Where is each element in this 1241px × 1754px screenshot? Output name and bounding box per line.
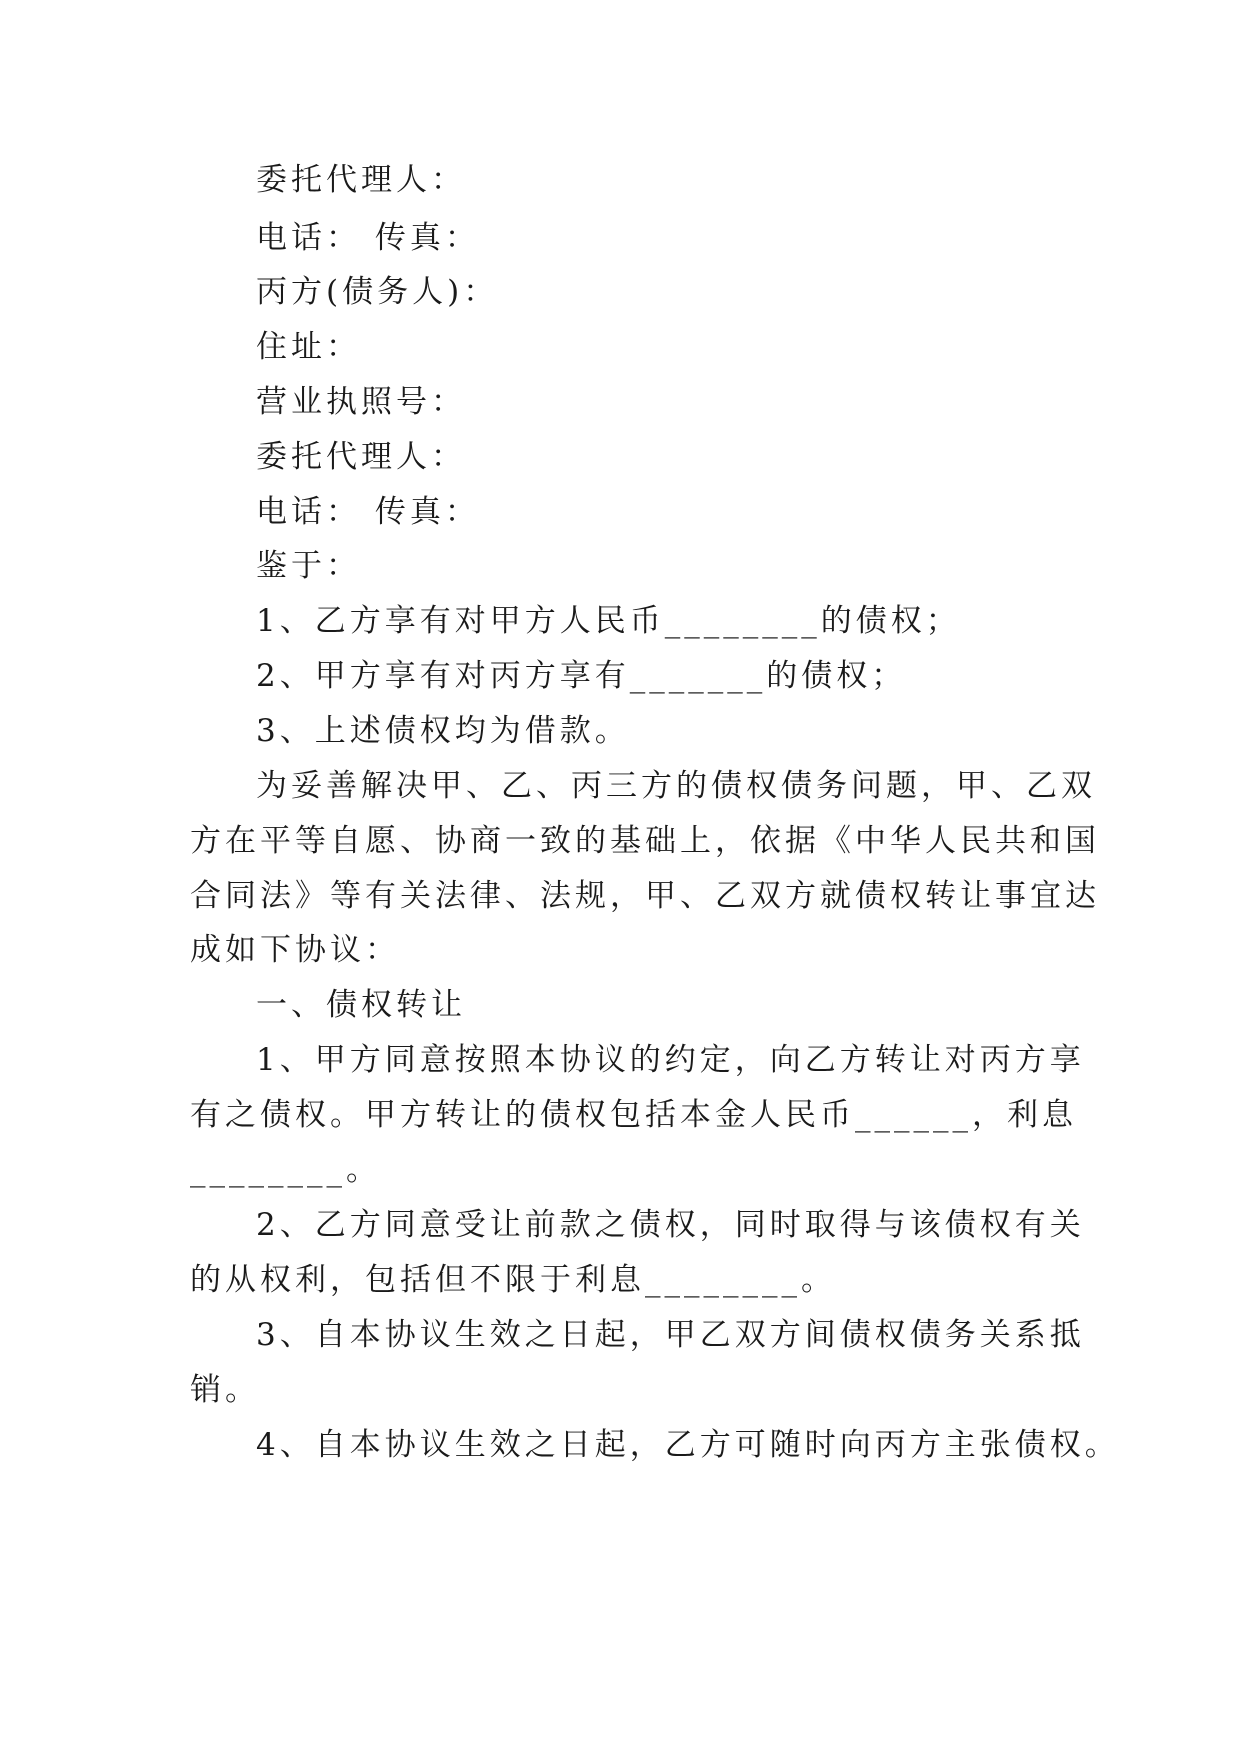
text-line: 2、甲方享有对丙方享有_______的债权； [256, 658, 907, 694]
text-line: 电话： 传真： [256, 220, 480, 256]
text-line: 有之债权。甲方转让的债权包括本金人民币______，利息 [190, 1097, 1077, 1133]
text-line: 住址： [256, 329, 361, 365]
text-line: 3、上述债权均为借款。 [256, 713, 630, 749]
text-line: 合同法》等有关法律、法规，甲、乙双方就债权转让事宜达 [190, 878, 1100, 914]
text-line: 方在平等自愿、协商一致的基础上，依据《中华人民共和国 [190, 823, 1100, 859]
text-line: 的从权利，包括但不限于利息________。 [190, 1262, 836, 1298]
text-line: 营业执照号： [256, 384, 466, 420]
text-line: 为妥善解决甲、乙、丙三方的债权债务问题，甲、乙双 [256, 768, 1096, 804]
text-line: 1、乙方享有对甲方人民币________的债权； [256, 603, 961, 639]
text-line: 委托代理人： [256, 439, 466, 475]
text-line: 鉴于： [256, 548, 361, 584]
text-line: 成如下协议： [190, 932, 400, 968]
text-line: 3、自本协议生效之日起，甲乙双方间债权债务关系抵 [256, 1317, 1085, 1353]
text-line: 2、乙方同意受让前款之债权，同时取得与该债权有关 [256, 1207, 1085, 1243]
text-line: 1、甲方同意按照本协议的约定，向乙方转让对丙方享 [256, 1042, 1085, 1078]
text-line: 4、自本协议生效之日起，乙方可随时向丙方主张债权。 [256, 1427, 1120, 1463]
text-line: ________。 [190, 1152, 381, 1188]
text-line: 销。 [190, 1372, 260, 1408]
text-line: 电话： 传真： [256, 494, 480, 530]
section-heading: 一、债权转让 [256, 987, 466, 1023]
text-line: 丙方(债务人)： [256, 274, 499, 310]
text-line: 委托代理人： [256, 162, 466, 198]
